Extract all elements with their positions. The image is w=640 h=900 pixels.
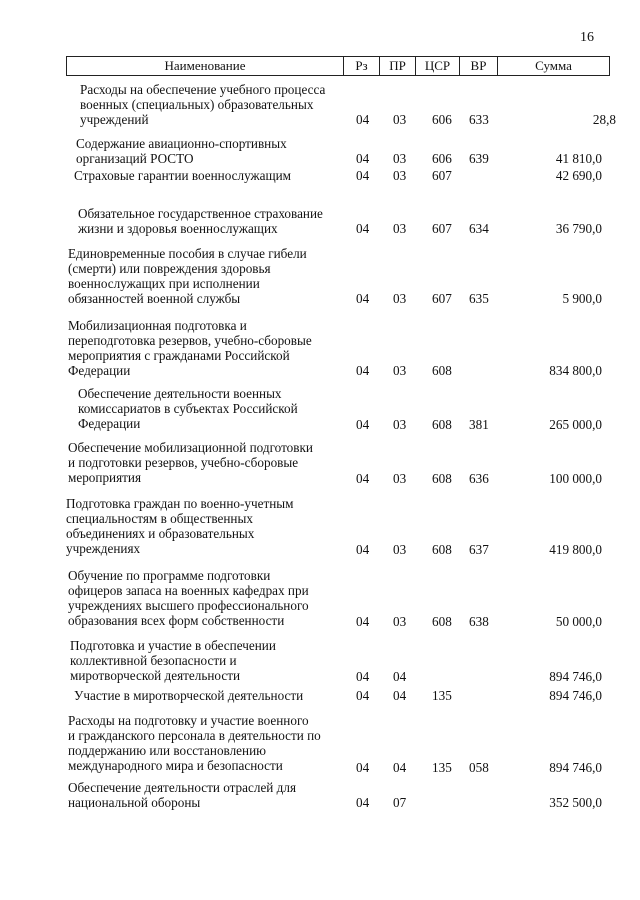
row-vr: 058 (469, 760, 489, 775)
row-pr: 03 (393, 471, 407, 486)
row-name: Обеспечение мобилизационной подготовки и подготовки резервов, учебно-сборовые мероприятия (68, 440, 313, 485)
row-vr: 638 (469, 614, 489, 629)
table-row (66, 82, 624, 127)
row-name: Мобилизационная подготовка и переподготовка резервов, учебно-сборовые мероприятия с гражданами Российской Федерации (68, 318, 312, 378)
row-csr: 606 (432, 112, 452, 127)
row-rz: 04 (356, 363, 370, 378)
row-pr: 04 (393, 688, 407, 703)
row-rz: 04 (356, 221, 370, 236)
row-sum: 894 746,0 (549, 669, 602, 684)
row-rz: 04 (356, 760, 370, 775)
row-sum: 834 800,0 (549, 363, 602, 378)
row-sum: 5 900,0 (562, 291, 602, 306)
header-name: Наименование (164, 58, 246, 73)
row-pr: 04 (393, 760, 407, 775)
row-name: Обеспечение деятельности отраслей для национальной обороны (68, 780, 297, 810)
row-rz: 04 (356, 151, 370, 166)
row-pr: 03 (393, 542, 407, 557)
row-vr: 639 (469, 151, 489, 166)
row-name: Обеспечение деятельности военных комиссариатов в субъектах Российской Федерации (78, 386, 298, 431)
table-row (66, 688, 610, 703)
row-sum: 41 810,0 (555, 151, 602, 166)
row-name: Обучение по программе подготовки офицеров запаса на военных кафедрах при учреждениях высшего профессионального образования всех форм собственности (68, 568, 309, 628)
row-rz: 04 (356, 168, 370, 183)
row-csr: 135 (432, 760, 452, 775)
table-row (66, 638, 610, 684)
row-csr: 608 (432, 471, 452, 486)
row-pr: 07 (393, 795, 407, 810)
row-sum: 352 500,0 (549, 795, 602, 810)
header-vr: ВР (459, 57, 497, 75)
table-row (66, 168, 610, 183)
row-pr: 03 (393, 151, 407, 166)
row-sum: 36 790,0 (555, 221, 602, 236)
row-pr: 03 (393, 168, 407, 183)
row-rz: 04 (356, 291, 370, 306)
row-rz: 04 (356, 471, 370, 486)
row-rz: 04 (356, 112, 370, 127)
table-row (66, 440, 610, 486)
row-vr: 635 (469, 291, 489, 306)
row-sum: 50 000,0 (555, 614, 602, 629)
row-name: Страховые гарантии военнослужащим (74, 168, 292, 183)
page-number: 16 (580, 30, 594, 45)
table-row (66, 713, 610, 775)
row-name: Единовременные пособия в случае гибели (смерти) или повреждения здоровья военнослужащих при исполнении обязанностей военной службы (68, 246, 307, 306)
header-rz: Рз (343, 57, 379, 75)
row-name: Подготовка граждан по военно-учетным специальностям в общественных объединениях и образовательных учреждениях (66, 496, 294, 556)
row-sum: 265 000,0 (549, 417, 602, 432)
row-name: Участие в миротворческой деятельности (74, 688, 304, 703)
row-sum: 42 690,0 (555, 168, 602, 183)
row-rz: 04 (356, 669, 370, 684)
row-name: Подготовка и участие в обеспечении коллективной безопасности и миротворческой деятельности (70, 638, 276, 683)
table-row (66, 318, 610, 378)
row-rz: 04 (356, 542, 370, 557)
table-row (66, 206, 610, 236)
row-pr: 03 (393, 221, 407, 236)
row-csr: 607 (432, 291, 452, 306)
row-pr: 03 (393, 291, 407, 306)
row-csr: 607 (432, 168, 452, 183)
table-header (66, 56, 610, 76)
row-rz: 04 (356, 688, 370, 703)
row-csr: 135 (432, 688, 452, 703)
row-sum: 28,8 (592, 112, 616, 127)
row-vr: 636 (469, 471, 489, 486)
table-row (66, 386, 610, 432)
table-row (66, 136, 610, 166)
row-name: Обязательное государственное страхование жизни и здоровья военнослужащих (78, 206, 323, 236)
row-csr: 607 (432, 221, 452, 236)
row-rz: 04 (356, 795, 370, 810)
row-pr: 03 (393, 417, 407, 432)
row-csr: 608 (432, 363, 452, 378)
row-sum: 894 746,0 (549, 688, 602, 703)
row-vr: 633 (469, 112, 489, 127)
header-sum: Сумма (497, 57, 609, 75)
table-row (66, 246, 610, 306)
row-name: Содержание авиационно-спортивных организаций РОСТО (76, 136, 287, 166)
row-csr: 608 (432, 614, 452, 629)
row-pr: 03 (393, 112, 407, 127)
row-sum: 894 746,0 (549, 760, 602, 775)
row-pr: 03 (393, 363, 407, 378)
row-vr: 634 (469, 221, 489, 236)
header-pr: ПР (379, 57, 415, 75)
row-csr: 608 (432, 542, 452, 557)
row-vr: 381 (469, 417, 489, 432)
row-rz: 04 (356, 417, 370, 432)
table-row (66, 568, 610, 629)
row-pr: 04 (393, 669, 407, 684)
row-sum: 100 000,0 (549, 471, 602, 486)
row-vr: 637 (469, 542, 489, 557)
header-csr: ЦСР (415, 57, 459, 75)
row-csr: 606 (432, 151, 452, 166)
row-name: Расходы на обеспечение учебного процесса военных (специальных) образовательных учреждений (80, 82, 326, 127)
row-sum: 419 800,0 (549, 542, 602, 557)
table-row (66, 780, 610, 810)
row-rz: 04 (356, 614, 370, 629)
row-pr: 03 (393, 614, 407, 629)
table-row (66, 496, 610, 557)
row-csr: 608 (432, 417, 452, 432)
row-name: Расходы на подготовку и участие военного и гражданского персонала в деятельности по поддержанию или восстановлению международного мира и безопасности (68, 713, 321, 773)
